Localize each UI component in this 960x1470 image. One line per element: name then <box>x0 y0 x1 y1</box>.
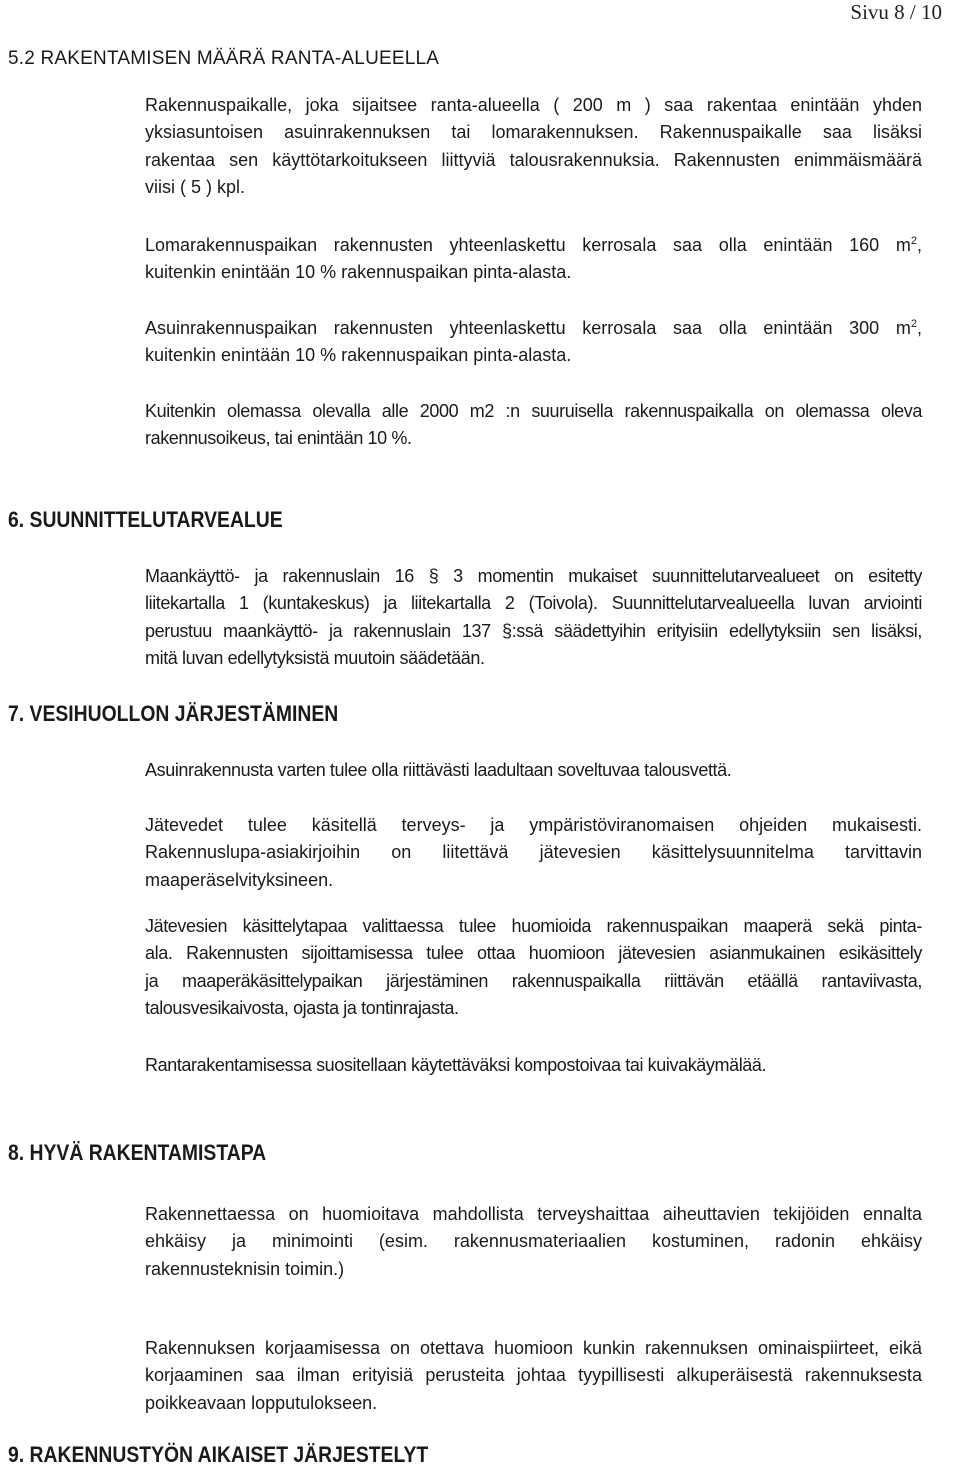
text-line: korjaaminen saa ilman erityisiä perusteita johtaa tyypillisesti alkuperäisestä rakennuksesta <box>145 1365 922 1386</box>
text-line: ja maaperäkäsittelypaikan järjestäminen rakennuspaikalla riittävän etäällä rantaviivasta, <box>145 970 922 991</box>
superscript: 2 <box>910 235 917 247</box>
text-line: ala. Rakennusten sijoittamisessa tulee ottaa huomioon jätevesien asianmukainen esikäsittely <box>145 943 922 964</box>
text-line: rakentaa sen käyttötarkoitukseen liittyviä talousrakennuksia. Rakennusten enimmäismäärä <box>145 149 922 170</box>
text-fragment: , <box>916 235 922 255</box>
superscript: 2 <box>910 318 917 330</box>
text-line: Rakennuksen korjaamisessa on otettava huomioon kunkin rakennuksen ominaispiirteet, eikä <box>145 1338 922 1358</box>
text-line: perustuu maankäyttö- ja rakennuslain 137 §:ssä säädettyihin erityisiin edellytyksiin sen lisäksi, <box>145 620 922 641</box>
section-8-heading: 8. HYVÄ RAKENTAMISTAPA <box>8 1140 267 1165</box>
text-line: Rakennuspaikalle, joka sijaitsee ranta-alueella ( 200 m ) saa rakentaa enintään yhden <box>145 95 922 115</box>
section-6-heading: 6. SUUNNITTELUTARVEALUE <box>8 507 283 532</box>
text-line <box>145 315 922 342</box>
text-line: ehkäisy ja minimointi (esim. rakennusmateriaalien kostuminen, radonin ehkäisy <box>145 1231 922 1252</box>
text-line: Maankäyttö- ja rakennuslain 16 § 3 momentin mukaiset suunnittelutarvealueet on esitetty <box>145 566 922 586</box>
text-line: talousvesikaivosta, ojasta ja tontinrajasta. <box>145 998 459 1019</box>
text-line: kuitenkin enintään 10 % rakennuspaikan pinta-alasta. <box>145 262 572 283</box>
section-5-2-paragraph-2 <box>145 232 922 287</box>
section-5-2-heading: 5.2 RAKENTAMISEN MÄÄRÄ RANTA-ALUEELLA <box>8 48 440 69</box>
section-5-2-paragraph-3 <box>145 315 922 370</box>
text-line: maaperäselvityksineen. <box>145 869 334 890</box>
text-line: Rakennettaessa on huomioitava mahdollista terveyshaittaa aiheuttavien tekijöiden ennalta <box>145 1204 922 1224</box>
text-fragment: , <box>916 318 922 338</box>
text-line: Jätevesien käsittelytapaa valittaessa tulee huomioida rakennuspaikan maaperä sekä pinta- <box>145 916 922 936</box>
section-7-paragraph-1 <box>145 757 922 784</box>
section-5-2-paragraph-1 <box>145 92 922 202</box>
text-line: mitä luvan edellytyksistä muutoin säädetään. <box>145 648 485 669</box>
text-line: poikkeavaan lopputulokseen. <box>145 1392 378 1413</box>
section-9-heading: 9. RAKENNUSTYÖN AIKAISET JÄRJESTELYT <box>8 1442 429 1467</box>
section-7-heading: 7. VESIHUOLLON JÄRJESTÄMINEN <box>8 701 339 726</box>
section-5-2-paragraph-4 <box>145 398 922 453</box>
text-line: yksiasuntoisen asuinrakennuksen tai lomarakennuksen. Rakennuspaikalle saa lisäksi <box>145 122 922 143</box>
section-8-paragraph-1 <box>145 1201 922 1283</box>
section-6-paragraph-1 <box>145 563 922 673</box>
text-line: Rakennuslupa-asiakirjoihin on liitettävä jätevesien käsittelysuunnitelma tarvittavin <box>145 842 922 863</box>
text-line: liitekartalla 1 (kuntakeskus) ja liitekartalla 2 (Toivola). Suunnittelutarvealueella luvan arviointi <box>145 593 922 614</box>
section-7-paragraph-4 <box>145 1052 922 1079</box>
section-8-paragraph-2 <box>145 1335 922 1417</box>
text-line: Kuitenkin olemassa olevalla alle 2000 m2 :n suuruisella rakennuspaikalla on olemassa oleva <box>145 401 922 421</box>
text-fragment: Asuinrakennuspaikan rakennusten yhteenlaskettu kerrosala saa olla enintään 300 m <box>145 318 911 338</box>
section-7-paragraph-2 <box>145 812 922 894</box>
text-line: Asuinrakennusta varten tulee olla riittävästi laadultaan soveltuvaa talousvettä. <box>145 760 732 780</box>
text-line: kuitenkin enintään 10 % rakennuspaikan pinta-alasta. <box>145 345 572 366</box>
text-line: rakennusoikeus, tai enintään 10 %. <box>145 428 412 449</box>
page-number: Sivu 8 / 10 <box>850 0 942 24</box>
text-line: viisi ( 5 ) kpl. <box>145 177 246 198</box>
text-line: Jätevedet tulee käsitellä terveys- ja ympäristöviranomaisen ohjeiden mukaisesti. <box>145 815 922 835</box>
text-line: Rantarakentamisessa suositellaan käytettäväksi kompostoivaa tai kuivakäymälää. <box>145 1055 767 1075</box>
text-line: rakennusteknisin toimin.) <box>145 1258 345 1279</box>
section-7-paragraph-3 <box>145 913 922 1023</box>
text-fragment: Lomarakennuspaikan rakennusten yhteenlaskettu kerrosala saa olla enintään 160 m <box>145 235 911 255</box>
text-line <box>145 232 922 259</box>
